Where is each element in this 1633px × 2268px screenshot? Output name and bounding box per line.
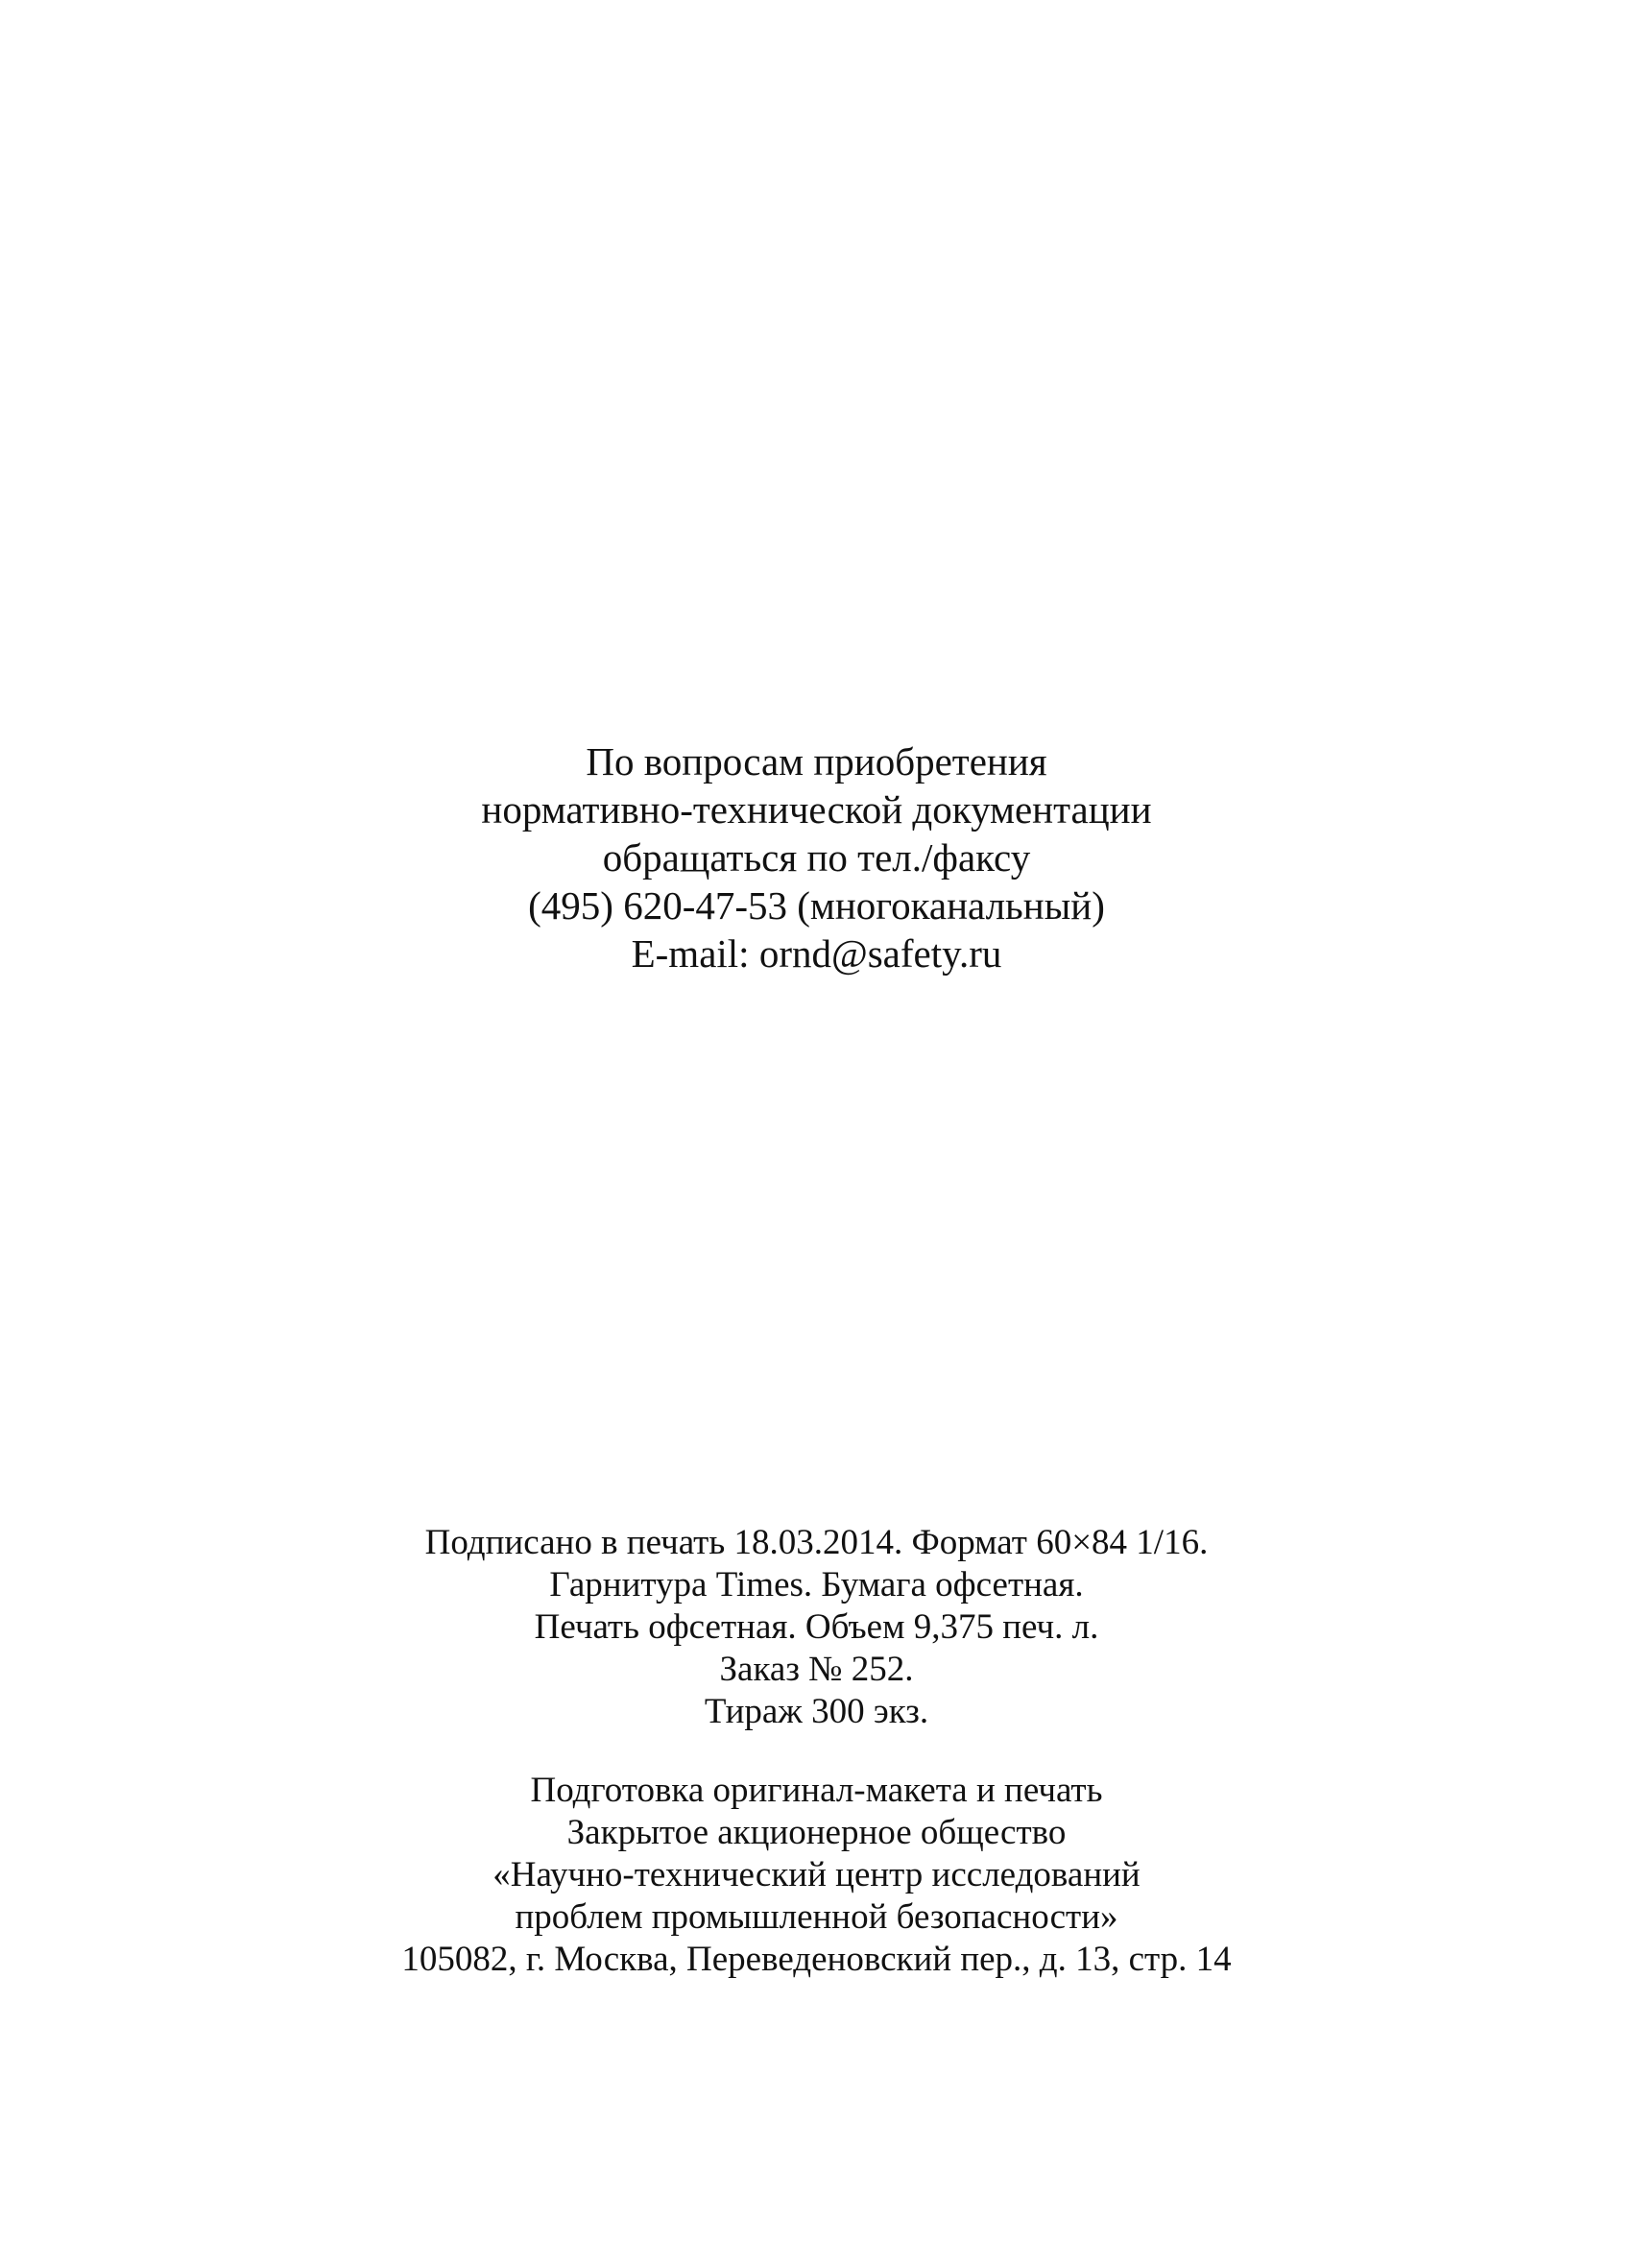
contact-line: нормативно-технической документации (481, 787, 1152, 832)
imprint-order: Заказ № 252. (719, 1650, 914, 1689)
contact-info (0, 737, 1633, 977)
contact-line: По вопросам приобретения (586, 739, 1047, 784)
contact-phone: (495) 620-47-53 (многоканальный) (528, 883, 1105, 928)
publisher-line: Подготовка оригинал-макета и печать (530, 1771, 1103, 1810)
imprint-info (0, 1522, 1633, 1733)
imprint-line: Печать офсетная. Объем 9,375 печ. л. (534, 1607, 1099, 1647)
publisher-info (0, 1770, 1633, 1981)
publisher-line: Закрытое акционерное общество (566, 1813, 1067, 1852)
publisher-name: «Научно-технический центр исследований (492, 1855, 1141, 1894)
imprint-line: Гарнитура Times. Бумага офсетная. (549, 1565, 1084, 1604)
publisher-address: 105082, г. Москва, Переведеновский пер., д. 13, стр. 14 (401, 1940, 1232, 1979)
contact-line: обращаться по тел./факсу (602, 835, 1031, 880)
imprint-run: Тираж 300 экз. (704, 1692, 929, 1731)
imprint-line: Подписано в печать 18.03.2014. Формат 60×84 1/16. (424, 1523, 1209, 1562)
contact-email: E-mail: ornd@safety.ru (631, 931, 1002, 976)
publisher-name: проблем промышленной безопасности» (515, 1897, 1118, 1937)
